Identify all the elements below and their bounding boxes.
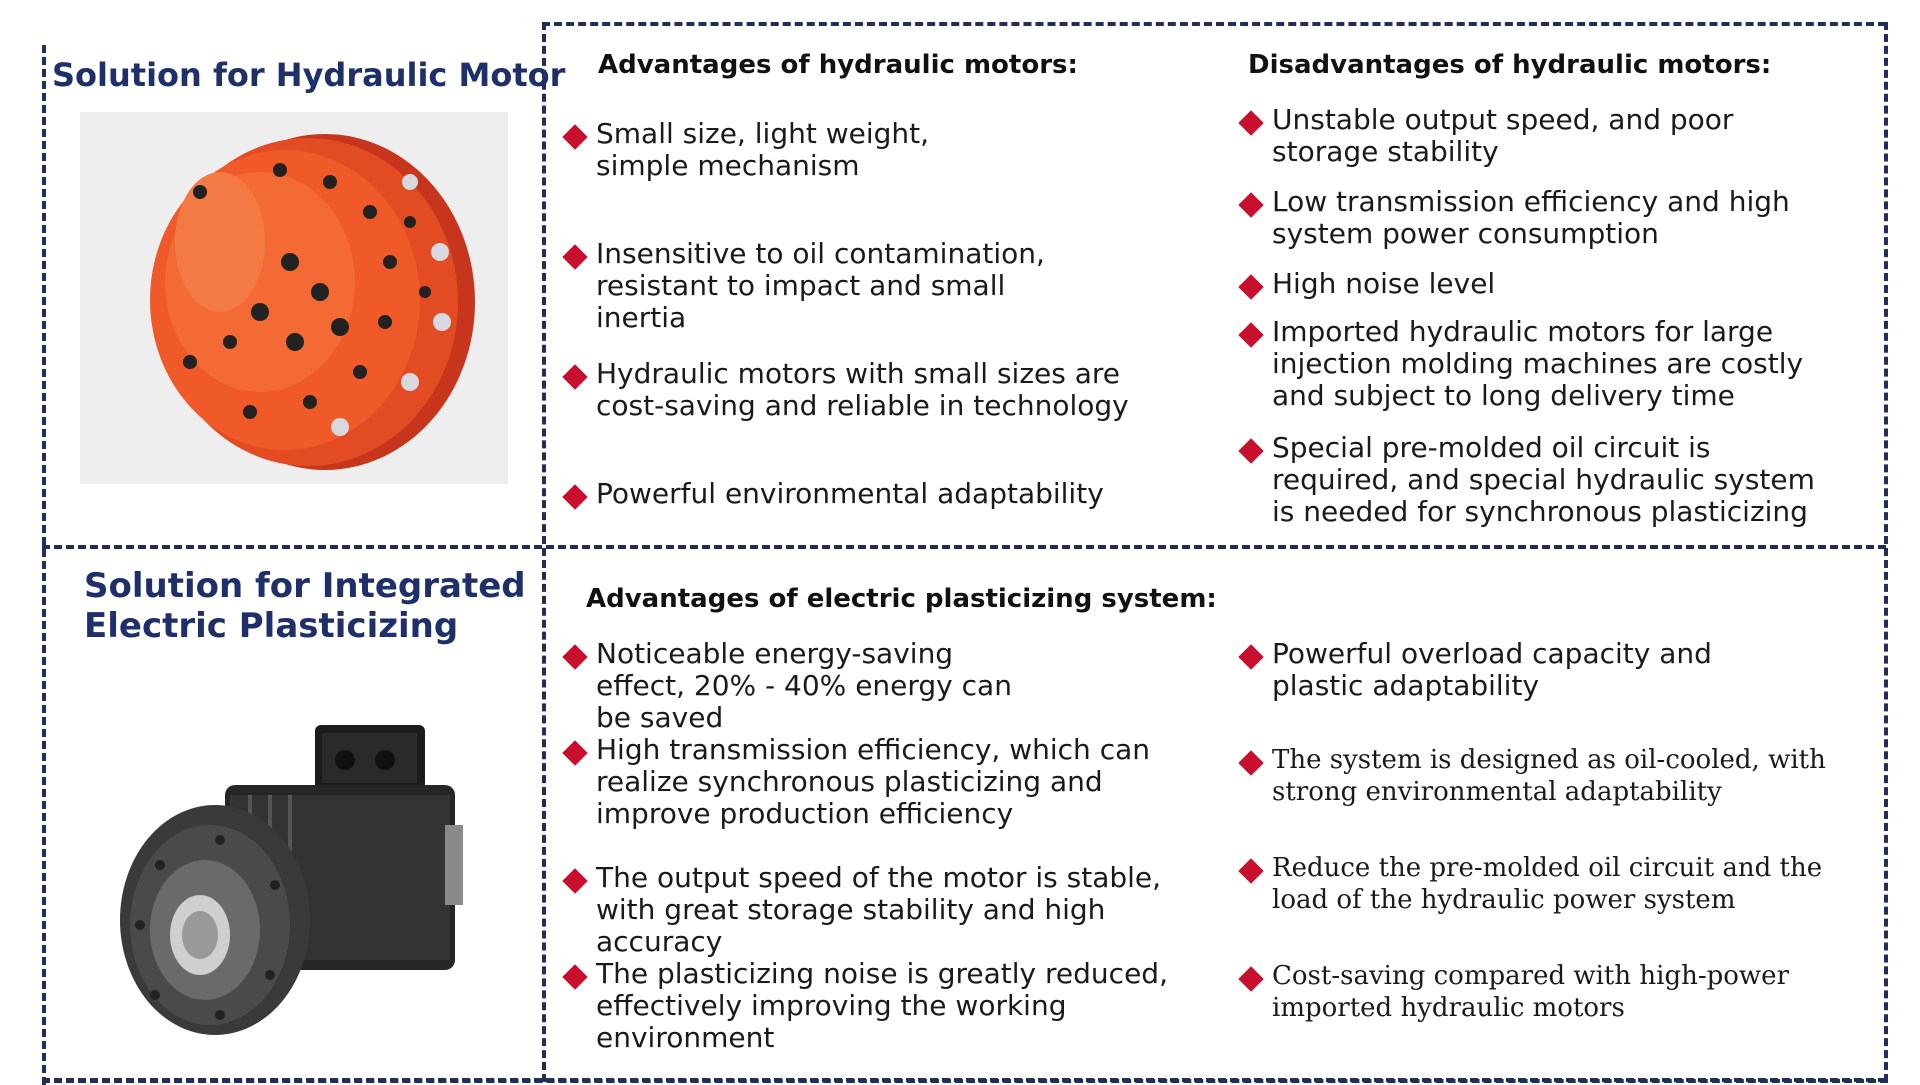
list-item: The system is designed as oil-cooled, with strong environmental adaptability: [1242, 744, 1862, 808]
list-item: Insensitive to oil contamination, resistant to impact and small inertia: [566, 238, 1066, 334]
list-item: The plasticizing noise is greatly reduced, effectively improving the working environment: [566, 958, 1206, 1054]
diamond-icon: [1238, 322, 1263, 347]
diamond-icon: [1238, 750, 1263, 775]
diamond-icon: [562, 364, 587, 389]
diamond-icon: [562, 484, 587, 509]
list-item: The output speed of the motor is stable, with great storage stability and high accuracy: [566, 862, 1206, 958]
list-item: Cost-saving compared with high-power imported hydraulic motors: [1242, 960, 1862, 1024]
list-item: Imported hydraulic motors for large injection molding machines are costly and subject to long delivery time: [1242, 316, 1842, 412]
middle-divider: [42, 545, 1886, 549]
list-item: Hydraulic motors with small sizes are cost-saving and reliable in technology: [566, 358, 1166, 422]
list-item: Powerful overload capacity and plastic adaptability: [1242, 638, 1862, 702]
list-item: Reduce the pre-molded oil circuit and the load of the hydraulic power system: [1242, 852, 1862, 916]
diamond-icon: [1238, 858, 1263, 883]
diamond-icon: [562, 644, 587, 669]
diamond-icon: [1238, 192, 1263, 217]
diamond-icon: [1238, 644, 1263, 669]
right-border: [1884, 22, 1888, 1082]
diamond-icon: [1238, 110, 1263, 135]
list-item: High transmission efficiency, which can realize synchronous plasticizing and improve production efficiency: [566, 734, 1206, 830]
electric-advantages-heading: Advantages of electric plasticizing system:: [586, 584, 1217, 614]
center-divider: [542, 22, 546, 1082]
list-item: Low transmission efficiency and high system power consumption: [1242, 186, 1862, 250]
list-item: Special pre-molded oil circuit is required, and special hydraulic system is needed for synchronous plasticizing: [1242, 432, 1842, 528]
left-border: [42, 45, 46, 1085]
hydraulic-disadvantages-heading: Disadvantages of hydraulic motors:: [1248, 50, 1772, 80]
list-item: Noticeable energy-saving effect, 20% - 40% energy can be saved: [566, 638, 1206, 734]
top-border: [542, 22, 1886, 26]
diamond-icon: [1238, 274, 1263, 299]
hydraulic-motor-image: [80, 112, 508, 484]
diamond-icon: [1238, 966, 1263, 991]
diamond-icon: [562, 964, 587, 989]
list-item: Unstable output speed, and poor storage stability: [1242, 104, 1822, 168]
diamond-icon: [1238, 438, 1263, 463]
list-item: Small size, light weight, simple mechanism: [566, 118, 1006, 182]
list-item: Powerful environmental adaptability: [566, 478, 1166, 510]
diamond-icon: [562, 868, 587, 893]
hydraulic-advantages-heading: Advantages of hydraulic motors:: [598, 50, 1078, 80]
diamond-icon: [562, 124, 587, 149]
electric-plasticizing-title: Solution for Integrated Electric Plasticizing: [84, 566, 526, 646]
diamond-icon: [562, 244, 587, 269]
bottom-border: [42, 1078, 1886, 1082]
hydraulic-motor-title: Solution for Hydraulic Motor: [52, 56, 566, 94]
list-item: High noise level: [1242, 268, 1842, 300]
diamond-icon: [562, 740, 587, 765]
electric-motor-image: [100, 715, 490, 1045]
